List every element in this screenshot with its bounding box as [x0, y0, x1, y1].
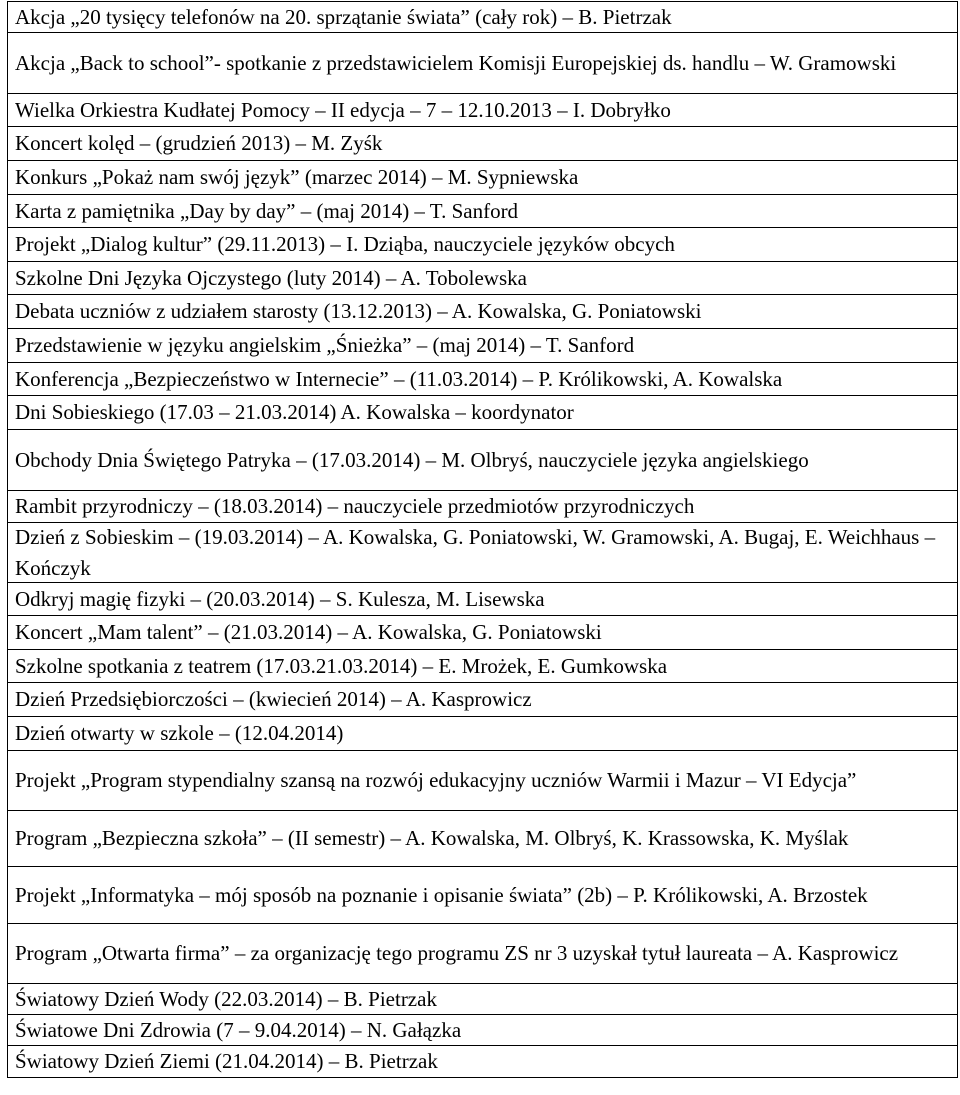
table-row — [8, 295, 957, 329]
row-text: Dzień Przedsiębiorczości – (kwiecień 2014) – A. Kasprowicz — [15, 687, 532, 712]
row-text: Program „Otwarta firma” – za organizację tego programu ZS nr 3 uzyskał tytuł laureata – A. Kasprowicz — [15, 941, 899, 966]
table-row — [8, 583, 957, 616]
table-row — [8, 329, 957, 363]
row-text: Szkolne spotkania z teatrem (17.03.21.03.2014) – E. Mrożek, E. Gumkowska — [15, 653, 668, 678]
table-row — [8, 523, 957, 583]
events-table — [7, 1, 958, 1078]
table-row — [8, 363, 957, 396]
row-text: Rambit przyrodniczy – (18.03.2014) – nauczyciele przedmiotów przyrodniczych — [15, 494, 695, 519]
row-text: Światowy Dzień Wody (22.03.2014) – B. Pietrzak — [15, 986, 437, 1011]
row-text: Konferencja „Bezpieczeństwo w Internecie” – (11.03.2014) – P. Królikowski, A. Kowalska — [15, 366, 783, 391]
table-row — [8, 430, 957, 491]
table-row — [8, 2, 957, 33]
row-text: Światowe Dni Zdrowia (7 – 9.04.2014) – N. Gałązka — [15, 1017, 462, 1042]
row-text: Projekt „Informatyka – mój sposób na poznanie i opisanie świata” (2b) – P. Królikowski, A. Brzostek — [15, 882, 868, 907]
table-row — [8, 491, 957, 523]
table-row — [8, 650, 957, 683]
table-row — [8, 94, 957, 127]
row-text: Dni Sobieskiego (17.03 – 21.03.2014) A. Kowalska – koordynator — [15, 400, 574, 425]
table-row — [8, 751, 957, 811]
row-text: Debata uczniów z udziałem starosty (13.12.2013) – A. Kowalska, G. Poniatowski — [15, 299, 702, 324]
table-row — [8, 924, 957, 984]
row-text: Odkryj magię fizyki – (20.03.2014) – S. Kulesza, M. Lisewska — [15, 586, 545, 611]
row-text: Przedstawienie w języku angielskim „Śnieżka” – (maj 2014) – T. Sanford — [15, 333, 635, 358]
row-text: Szkolne Dni Języka Ojczystego (luty 2014) – A. Tobolewska — [15, 265, 527, 290]
row-text: Karta z pamiętnika „Day by day” – (maj 2014) – T. Sanford — [15, 198, 519, 223]
table-row — [8, 228, 957, 262]
row-text: Dzień z Sobieskim – (19.03.2014) – A. Kowalska, G. Poniatowski, W. Gramowski, A. Bugaj, E. Weichhaus – Kończyk — [15, 525, 936, 580]
table-row — [8, 616, 957, 650]
table-row — [8, 1046, 957, 1078]
table-row — [8, 683, 957, 717]
table-row — [8, 396, 957, 430]
table-row — [8, 984, 957, 1015]
table-row — [8, 717, 957, 751]
row-text: Projekt „Dialog kultur” (29.11.2013) – I. Dziąba, nauczyciele języków obcych — [15, 232, 675, 257]
row-text: Koncert kolęd – (grudzień 2013) – M. Zyśk — [15, 131, 383, 156]
row-text: Dzień otwarty w szkole – (12.04.2014) — [15, 721, 344, 746]
table-row — [8, 195, 957, 228]
table-row — [8, 811, 957, 867]
row-text: Projekt „Program stypendialny szansą na rozwój edukacyjny uczniów Warmii i Mazur – VI Edycja” — [15, 768, 857, 793]
row-text: Program „Bezpieczna szkoła” – (II semestr) – A. Kowalska, M. Olbryś, K. Krassowska, K. Myślak — [15, 826, 849, 851]
row-text: Akcja „Back to school”- spotkanie z przedstawicielem Komisji Europejskiej ds. handlu – W. Gramowski — [15, 50, 897, 75]
table-row — [8, 33, 957, 94]
row-text: Światowy Dzień Ziemi (21.04.2014) – B. Pietrzak — [15, 1049, 438, 1074]
row-text: Wielka Orkiestra Kudłatej Pomocy – II edycja – 7 – 12.10.2013 – I. Dobryłko — [15, 97, 671, 122]
row-text: Koncert „Mam talent” – (21.03.2014) – A. Kowalska, G. Poniatowski — [15, 620, 602, 645]
table-row — [8, 161, 957, 195]
row-text: Konkurs „Pokaż nam swój język” (marzec 2014) – M. Sypniewska — [15, 165, 579, 190]
table-row — [8, 867, 957, 924]
row-text: Obchody Dnia Świętego Patryka – (17.03.2014) – M. Olbryś, nauczyciele języka angielskiego — [15, 447, 809, 472]
table-row — [8, 1015, 957, 1046]
row-text: Akcja „20 tysięcy telefonów na 20. sprzątanie świata” (cały rok) – B. Pietrzak — [15, 4, 672, 29]
table-row — [8, 262, 957, 295]
table-row — [8, 127, 957, 161]
